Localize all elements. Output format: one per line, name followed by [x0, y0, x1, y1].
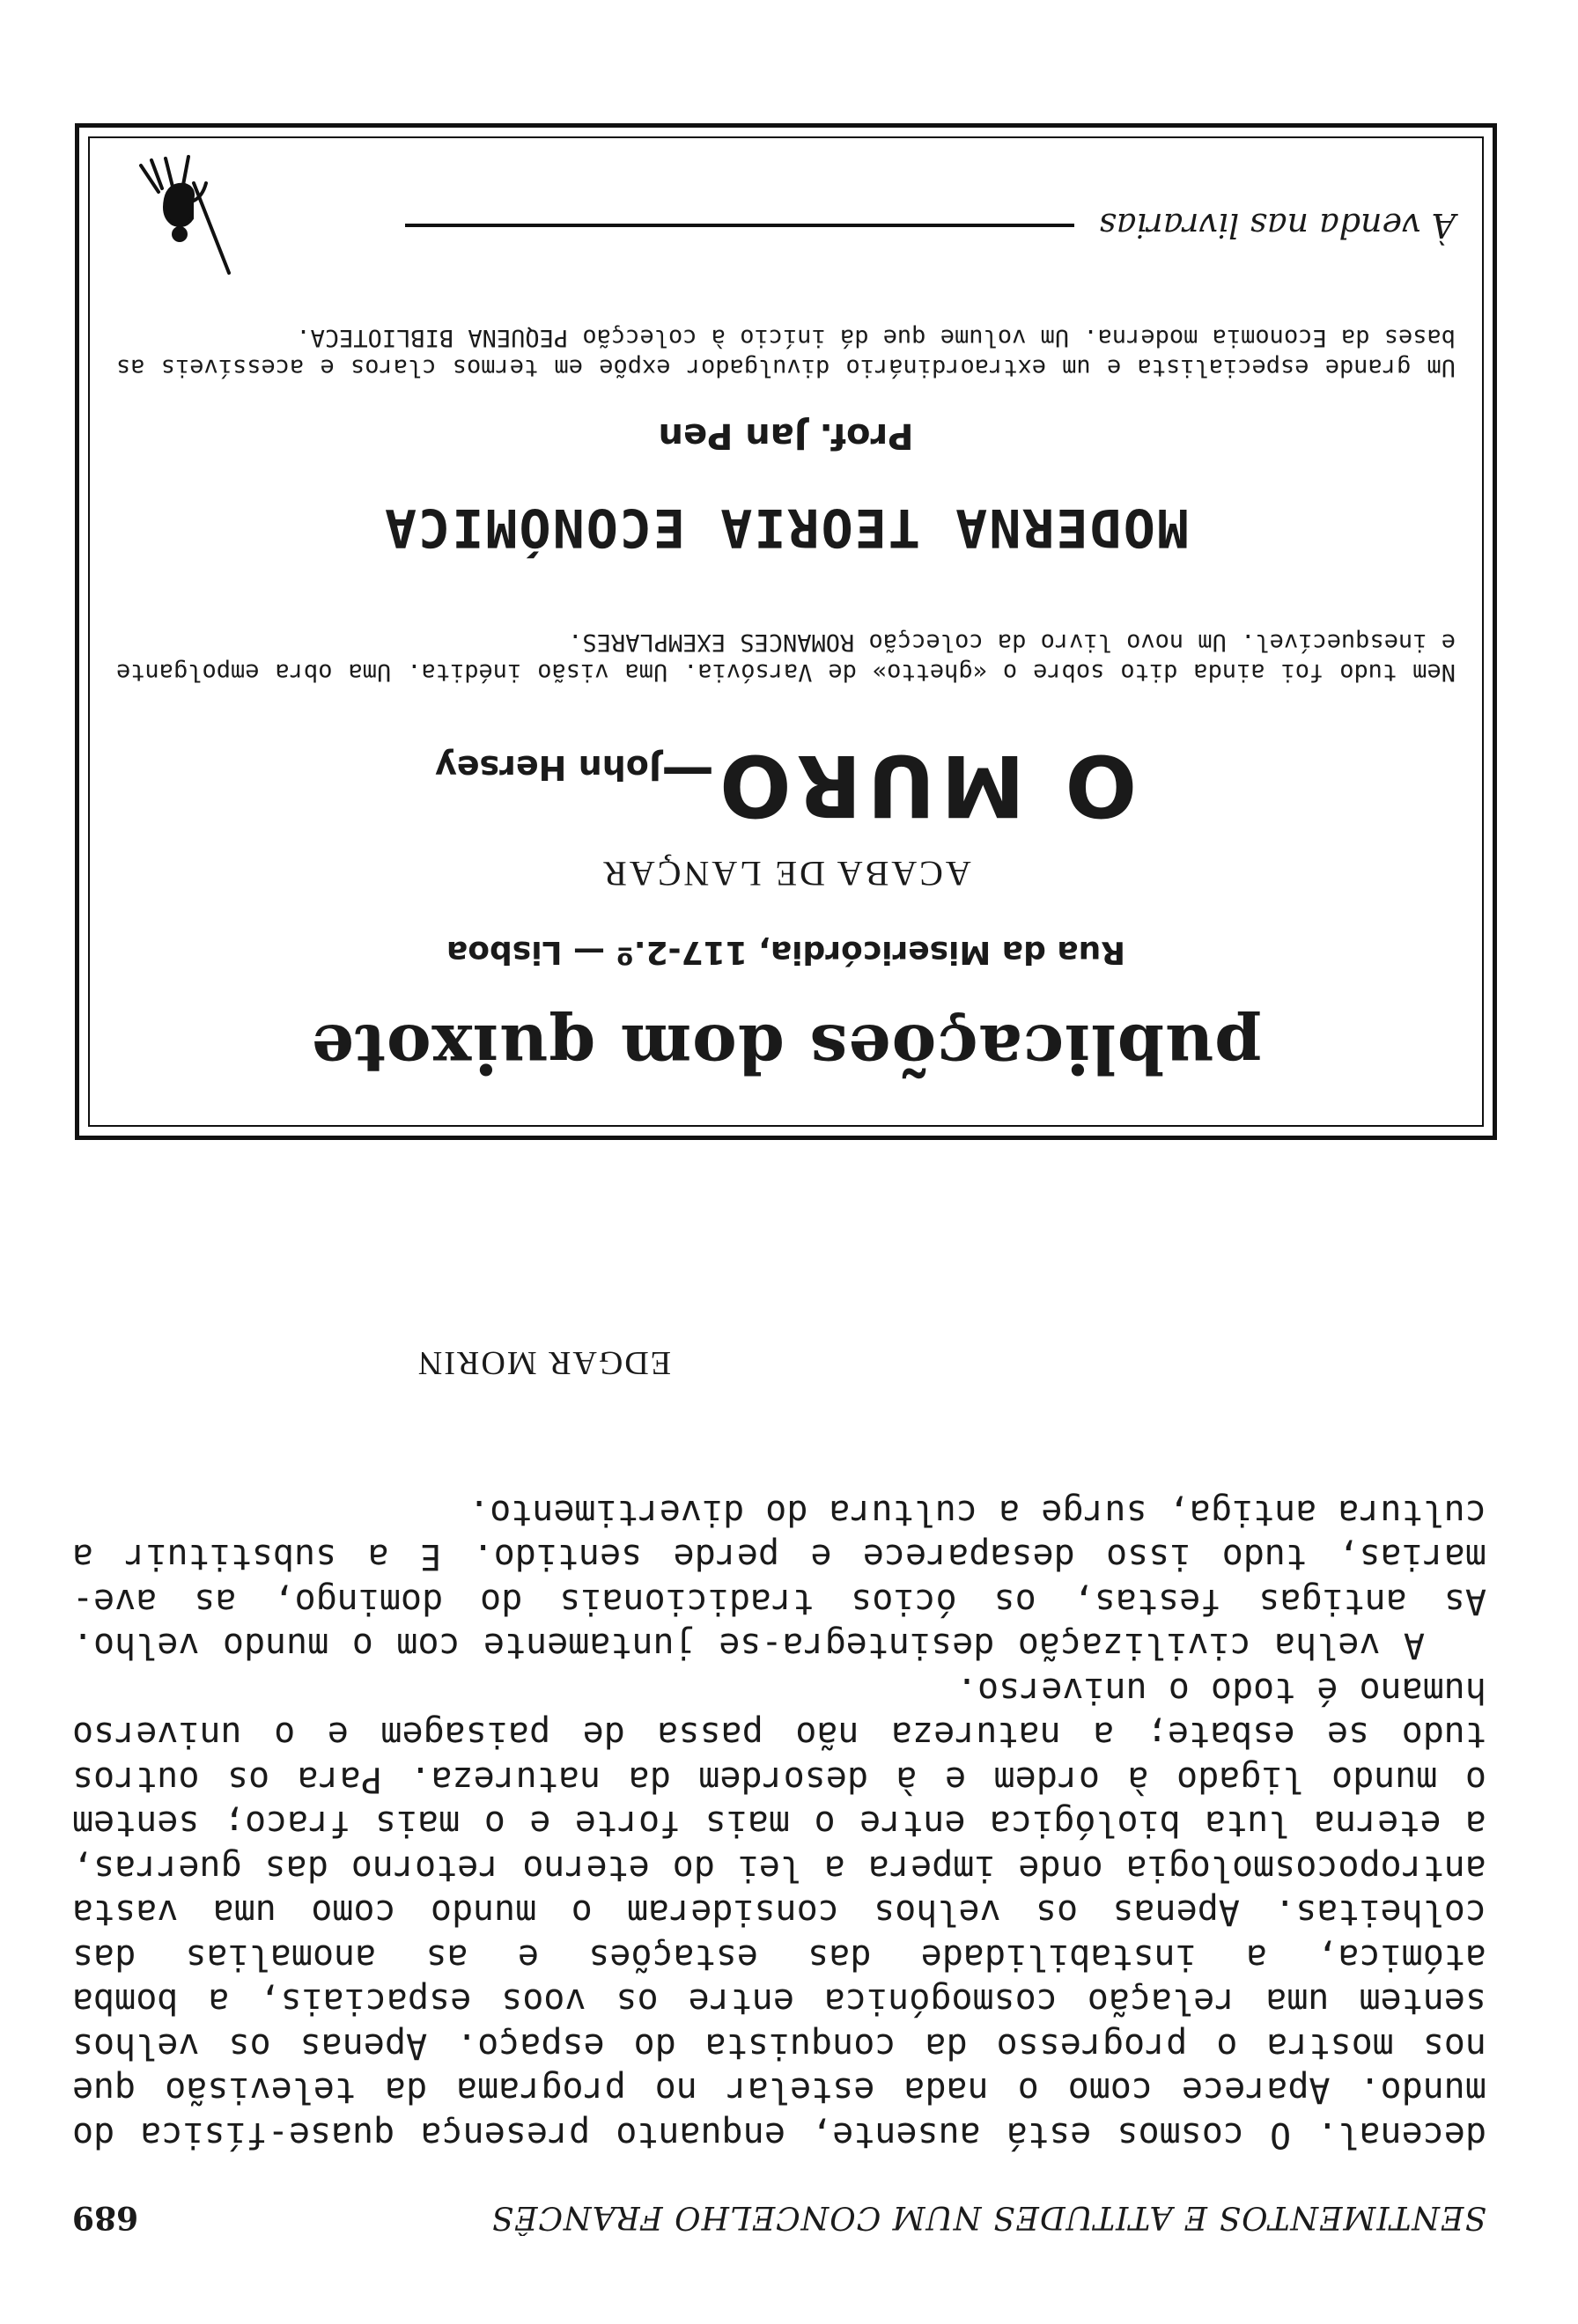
- just-released-label: ACABA DE LANÇAR: [601, 854, 971, 894]
- running-head: [72, 2199, 1486, 2236]
- book1-author: John Hersey: [434, 748, 662, 787]
- publisher-advertisement: [75, 123, 1497, 1140]
- article-paragraph-1: decenal. O cosmos está ausente, enquanto presença quase-física do mundo. Aparece como o nada estelar no programa da televisão que nos mostra o progresso da conquista do espaço. Apenas os velhos sentem uma relação cosmogónica entre os voos espaciais, a bomba atómica, a instabilidade das estações e as anomalias das colheitas. Apenas os velhos consideram o mundo como uma vasta antropocosmologia onde impera a lei do eterno retorno das guerras, a eterna luta biológica entre o mais forte e o mais fraco; sentem o mundo ligado à ordem e à desordem da natureza. Para os outros tudo se esbate; a natureza não passa de paisagem e o universo humano é todo o universo.: [72, 1670, 1486, 2155]
- article-author: EDGAR MORIN: [416, 1344, 671, 1381]
- book1-heading: [90, 736, 1482, 835]
- book2-description: Um grande especialista e um extraordinário divulgador expõe em termos claros e acessíveis as bases da Economia moderna. Um volume que dá início à colecção PEQUENA BIBLIOTECA.: [116, 324, 1456, 381]
- book2-author: Prof. Jan Pen: [658, 416, 914, 456]
- book1-description: Nem tudo foi ainda dito sobre o «ghetto» de Varsóvia. Uma visão inédita. Uma obra empolgante e inesquecível. Um novo livro da colecção ROMANCES EXEMPLARES.: [116, 629, 1456, 686]
- publisher-name: publicações dom quixote: [310, 1010, 1262, 1088]
- ad-inner-border: [88, 136, 1484, 1127]
- don-quixote-logo-icon: [123, 148, 247, 280]
- on-sale-text: À venda nas livrarias: [1099, 206, 1456, 245]
- book2-title: MODERNA TEORIA ECONÓMICA: [383, 496, 1189, 558]
- publisher-address: Rua da Misericórdia, 117-2.º — Lisboa: [446, 934, 1125, 970]
- book1-title: O MURO: [714, 736, 1138, 835]
- page-number: 689: [72, 2199, 139, 2236]
- article-paragraph-2: A velha civilização desintegra-se juntamente com o mundo velho. As antigas festas, os ócios tradicionais do domingo, as ave-marias, tudo isso desaparece e perde sentido. E a substituir a cultura antiga, surge a cultura do divertimento.: [72, 1492, 1486, 1666]
- article-body: [72, 1490, 1486, 2158]
- on-sale-line: [405, 206, 1456, 245]
- on-sale-rule: [405, 224, 1074, 227]
- running-head-title: SENTIMENTOS E ATITUDES NUM CONCELHO FRANCÊS: [490, 2199, 1486, 2235]
- book1-dash: —: [661, 743, 715, 805]
